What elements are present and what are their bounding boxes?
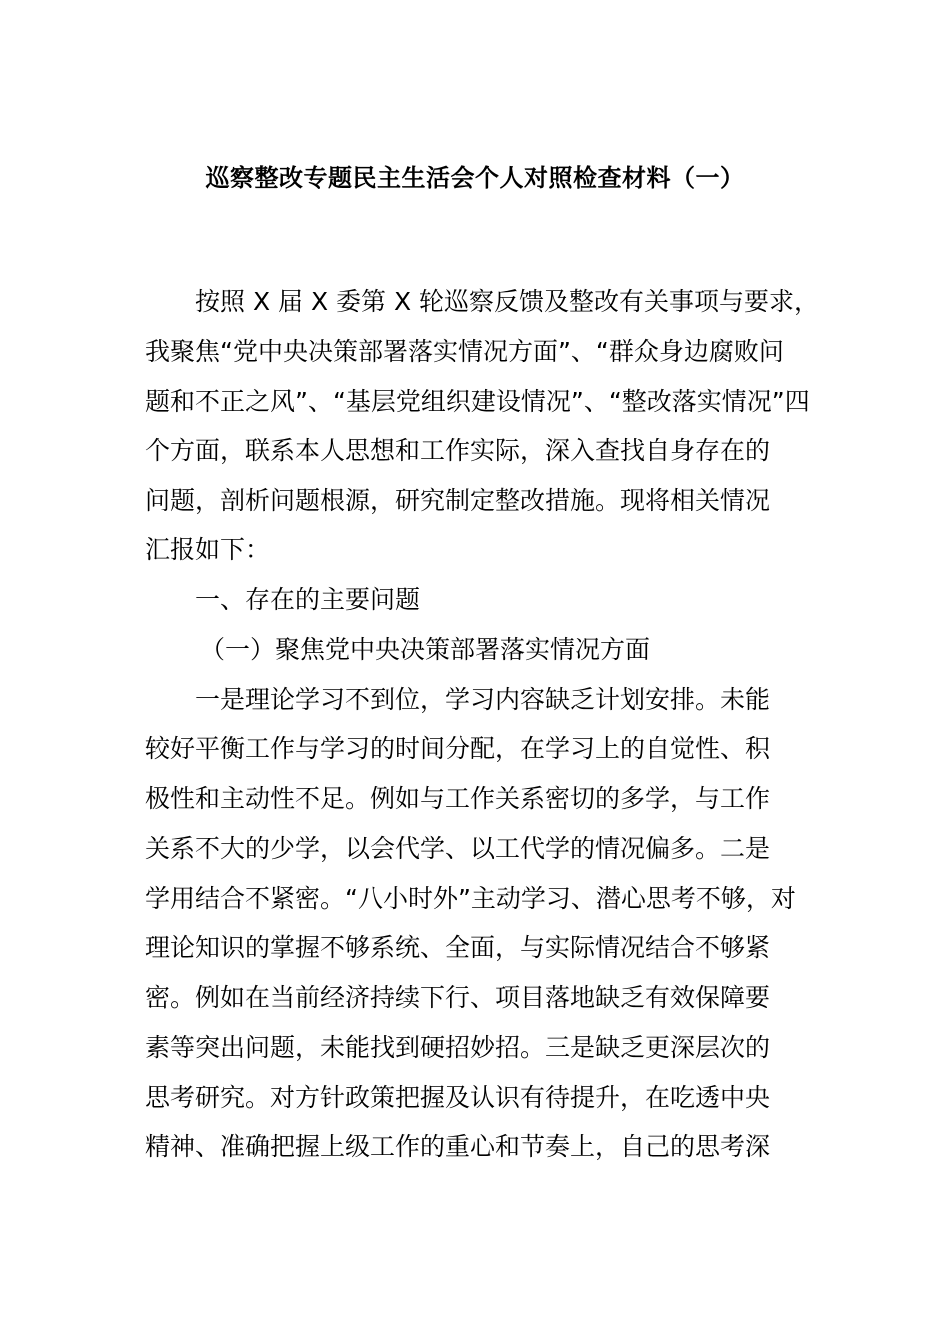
body-line-4: 个方面，联系本人思想和工作实际，深入查找自身存在的 bbox=[145, 436, 771, 465]
body-line-12: 理论知识的掌握不够系统、全面，与实际情况结合不够紧 bbox=[145, 933, 771, 962]
body-line-15: 思考研究。对方针政策把握及认识有待提升，在吃透中央 bbox=[145, 1083, 771, 1112]
body-line-5: 问题，剖析问题根源，研究制定整改措施。现将相关情况 bbox=[145, 486, 771, 515]
body-line-14: 素等突出问题，未能找到硬招妙招。三是缺乏更深层次的 bbox=[145, 1033, 771, 1062]
body-line-6: 汇报如下： bbox=[145, 535, 271, 564]
body-line-7: 一是理论学习不到位，学习内容缺乏计划安排。未能 bbox=[195, 685, 771, 714]
body-line-2: 我聚焦“党中央决策部署落实情况方面”、“群众身边腐败问 bbox=[145, 337, 784, 366]
body-line-10: 关系不大的少学，以会代学、以工代学的情况偏多。二是 bbox=[145, 834, 771, 863]
body-line-13: 密。例如在当前经济持续下行、项目落地缺乏有效保障要 bbox=[145, 983, 771, 1012]
body-line-1: 按照 X 届 X 委第 X 轮巡察反馈及整改有关事项与要求， bbox=[195, 287, 820, 316]
body-line-16: 精神、准确把握上级工作的重心和节奏上，自己的思考深 bbox=[145, 1132, 771, 1161]
body-line-3: 题和不正之风”、“基层党组织建设情况”、“整改落实情况”四 bbox=[145, 387, 810, 416]
document-title: 巡察整改专题民主生活会个人对照检查材料（一） bbox=[205, 164, 745, 192]
section-heading-1: 一、存在的主要问题 bbox=[195, 585, 421, 614]
body-line-11: 学用结合不紧密。“八小时外”主动学习、潜心思考不够，对 bbox=[145, 884, 796, 913]
body-line-9: 极性和主动性不足。例如与工作关系密切的多学，与工作 bbox=[145, 784, 771, 813]
subsection-heading-1: （一）聚焦党中央决策部署落实情况方面 bbox=[200, 635, 651, 664]
body-line-8: 较好平衡工作与学习的时间分配，在学习上的自觉性、积 bbox=[145, 734, 771, 763]
